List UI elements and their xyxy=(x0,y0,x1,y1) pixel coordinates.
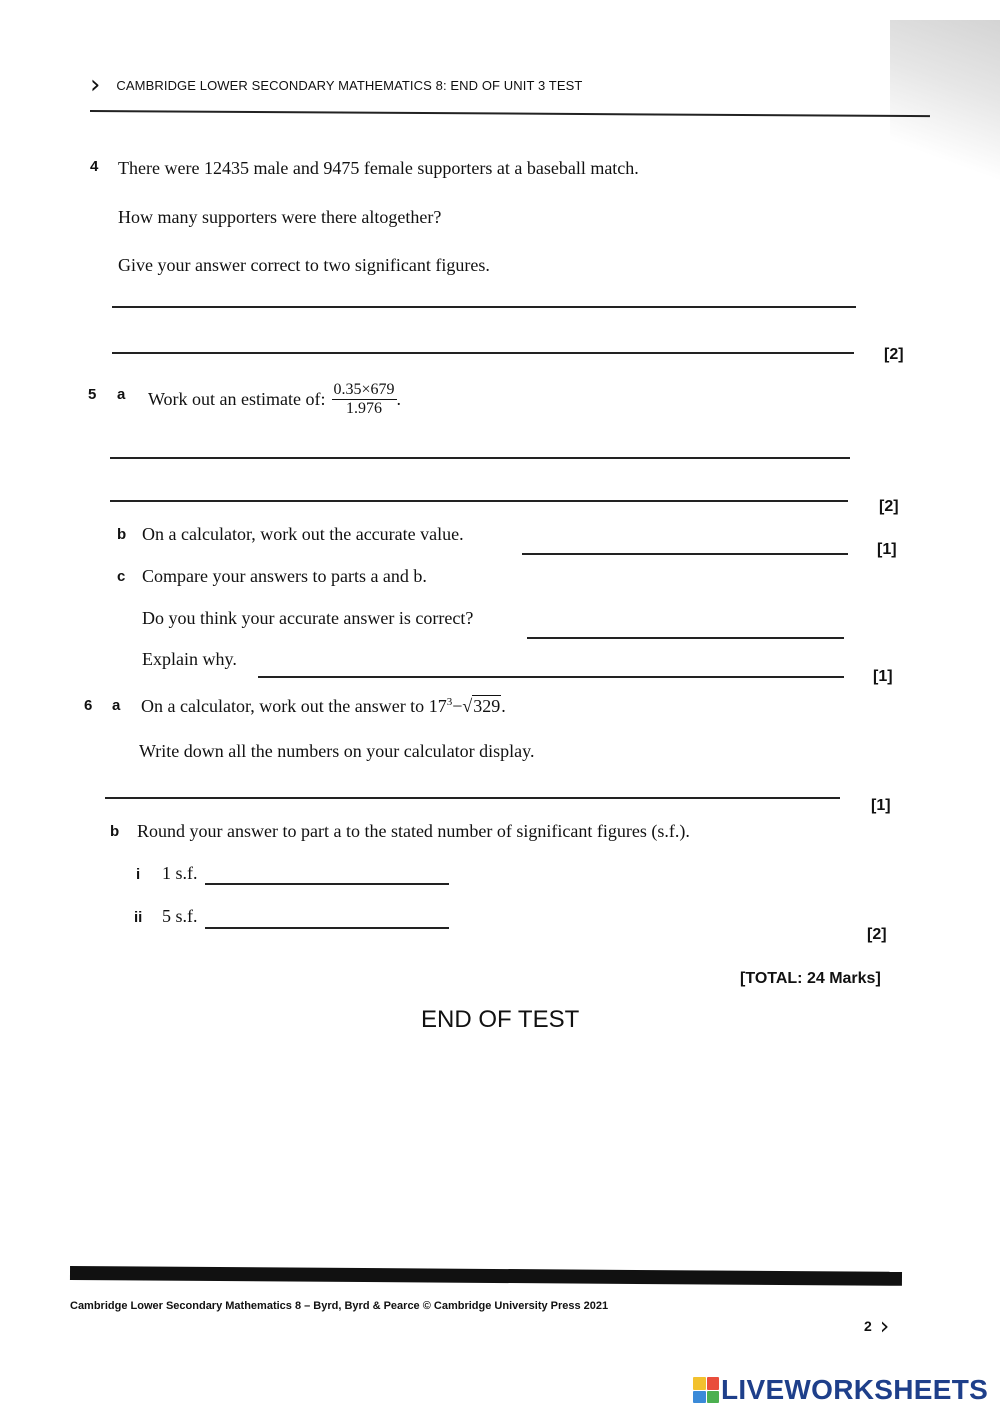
q6a-period: . xyxy=(501,696,506,716)
question-4-number: 4 xyxy=(90,158,99,175)
q5c-text: Compare your answers to parts a and b. xyxy=(142,566,427,586)
page-number xyxy=(864,1312,889,1340)
q6b-ii-answer-line[interactable] xyxy=(205,927,449,929)
logo-square-1 xyxy=(693,1377,706,1390)
q6a-exponent: 3 xyxy=(446,696,453,708)
header-title: CAMBRIDGE LOWER SECONDARY MATHEMATICS 8: END OF UNIT 3 TEST xyxy=(116,77,583,93)
q5c-explain: Explain why. xyxy=(142,649,237,669)
logo-square-3 xyxy=(693,1391,706,1404)
q5c-label: c xyxy=(117,568,126,585)
q5a-period: . xyxy=(396,389,402,409)
q6b-ii-text: 5 s.f. xyxy=(162,906,198,926)
q5b-marks: [1] xyxy=(877,541,897,558)
q5a-prompt xyxy=(148,381,401,418)
q6a-text: On a calculator, work out the answer to xyxy=(141,696,425,716)
q5a-answer-line-1[interactable] xyxy=(110,457,850,459)
q5a-marks: [2] xyxy=(879,498,899,515)
question-4-line-2: How many supporters were there altogether? xyxy=(118,207,442,227)
question-5-number: 5 xyxy=(88,386,97,403)
liveworksheets-logo-icon xyxy=(693,1377,719,1403)
question-4-line-1: There were 12435 male and 9475 female supporters at a baseball match. xyxy=(118,158,639,178)
q4-marks: [2] xyxy=(884,346,904,363)
q6a-prompt xyxy=(141,696,506,717)
q6a-minus-root: −√ xyxy=(452,696,473,716)
q6a-marks: [1] xyxy=(871,797,891,814)
footer-bar xyxy=(70,1266,902,1286)
q4-answer-line-1[interactable] xyxy=(112,306,856,308)
q5a-numerator: 0.35×679 xyxy=(333,381,395,398)
chevron-right-icon: › xyxy=(879,1312,890,1340)
q6b-i-answer-line[interactable] xyxy=(205,883,449,885)
q5c-question: Do you think your accurate answer is correct? xyxy=(142,608,474,628)
question-6-number: 6 xyxy=(84,697,93,714)
q5a-answer-line-2[interactable] xyxy=(110,500,848,502)
page-number-value: 2 xyxy=(864,1318,872,1334)
header-rule xyxy=(90,110,930,117)
footer-citation: Cambridge Lower Secondary Mathematics 8 – Byrd, Byrd & Pearce © Cambridge University Press 2021 xyxy=(70,1300,609,1312)
chevron-right-icon: › xyxy=(90,70,101,100)
page-header xyxy=(90,72,582,98)
q5c-explain-line[interactable] xyxy=(258,676,844,678)
q5b-label: b xyxy=(117,526,127,543)
q4-answer-line-2[interactable] xyxy=(112,352,854,354)
end-of-test: END OF TEST xyxy=(421,1006,580,1033)
q5b-answer-line[interactable] xyxy=(522,553,848,555)
q5a-fraction xyxy=(332,381,397,418)
q5c-marks: [1] xyxy=(873,668,893,685)
q6b-ii-label: ii xyxy=(134,909,143,926)
question-4-line-3: Give your answer correct to two significant figures. xyxy=(118,255,490,275)
q6b-marks: [2] xyxy=(867,926,887,943)
q6a-radicand: 329 xyxy=(473,696,501,716)
logo-square-2 xyxy=(707,1377,720,1390)
q6a-label: a xyxy=(112,697,121,714)
q5a-label: a xyxy=(117,386,126,403)
q5a-text: Work out an estimate of: xyxy=(148,389,326,409)
q6b-i-text: 1 s.f. xyxy=(162,863,198,883)
liveworksheets-text: LIVEWORKSHEETS xyxy=(721,1374,989,1405)
logo-square-4 xyxy=(707,1391,720,1404)
q6a-answer-line[interactable] xyxy=(105,797,840,799)
q6b-i-label: i xyxy=(136,866,141,883)
liveworksheets-watermark xyxy=(693,1374,988,1406)
q5b-text: On a calculator, work out the accurate value. xyxy=(142,524,464,544)
q6b-text: Round your answer to part a to the stated number of significant figures (s.f.). xyxy=(137,821,690,841)
q6a-base: 17 xyxy=(428,696,447,716)
total-marks: [TOTAL: 24 Marks] xyxy=(740,970,881,987)
q5c-answer-line[interactable] xyxy=(527,637,844,639)
q6b-label: b xyxy=(110,823,120,840)
q5a-denominator: 1.976 xyxy=(346,400,383,417)
q6a-line-2: Write down all the numbers on your calculator display. xyxy=(139,741,535,761)
